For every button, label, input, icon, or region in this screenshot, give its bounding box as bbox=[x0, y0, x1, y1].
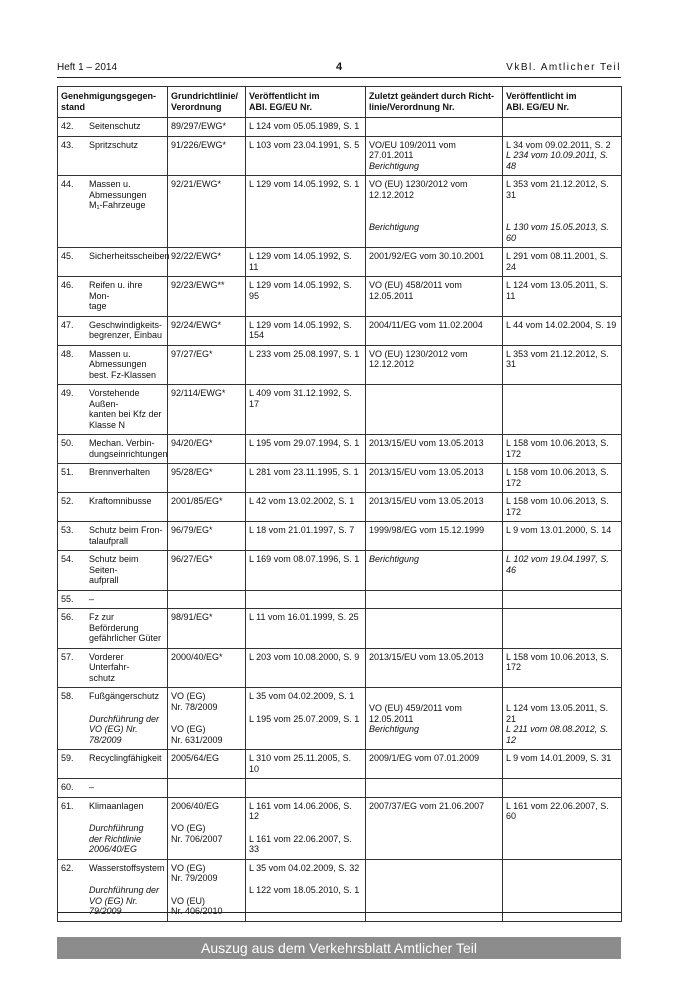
cell-directive bbox=[168, 176, 246, 248]
cell-directive bbox=[168, 648, 246, 688]
row-number: 44. bbox=[61, 179, 74, 189]
published-text: L 310 vom 25.11.2005, S. 10 bbox=[249, 753, 352, 774]
amended-note: Berichtigung bbox=[369, 554, 420, 564]
cell-amended-published bbox=[503, 648, 622, 688]
cell-amended-published bbox=[503, 248, 622, 277]
cell-amended bbox=[366, 522, 503, 551]
cell-gap bbox=[506, 691, 618, 703]
sub-subject-text: Durchführung der VO (EG) Nr. 78/2009 bbox=[89, 713, 160, 745]
subject-text: Reifen u. ihre Mon- tage bbox=[89, 280, 143, 311]
cell-directive bbox=[168, 136, 246, 176]
directive-text: 96/79/EG* bbox=[171, 525, 213, 535]
published-text: L 11 vom 16.01.1999, S. 25 bbox=[249, 612, 359, 622]
cell-directive bbox=[168, 316, 246, 345]
cell-directive bbox=[168, 797, 246, 859]
column-header-label: Veröffentlicht im ABl. EG/EU Nr. bbox=[249, 91, 320, 112]
amended-text: VO (EU) 1230/2012 vom 12.12.2012 bbox=[369, 348, 468, 369]
directive-text: 2000/40/EG* bbox=[171, 651, 223, 662]
cell-published bbox=[246, 435, 366, 464]
cell-amended bbox=[366, 277, 503, 317]
cell-amended bbox=[366, 648, 503, 688]
cell-subject bbox=[58, 118, 168, 137]
cell-published bbox=[246, 648, 366, 688]
directive-text: 92/23/EWG** bbox=[171, 280, 225, 290]
cell-directive bbox=[168, 345, 246, 385]
page-number: 4 bbox=[335, 61, 343, 73]
cell-directive bbox=[168, 522, 246, 551]
publication-title: VkBl. Amtlicher Teil bbox=[506, 62, 621, 73]
cell-published bbox=[246, 522, 366, 551]
directive-text: 2006/40/EG bbox=[171, 800, 220, 811]
subject-text: – bbox=[89, 593, 95, 604]
cell-subject bbox=[58, 176, 168, 248]
column-header-label: Zuletzt geändert durch Richt- linie/Verordnung Nr. bbox=[369, 91, 495, 112]
column-header bbox=[246, 87, 366, 118]
sub-amended-note: Berichtigung bbox=[369, 724, 420, 734]
amended-published-text: L 9 vom 14.01.2009, S. 31 bbox=[506, 753, 612, 763]
cell-amended-published bbox=[503, 385, 622, 435]
cell-directive bbox=[168, 609, 246, 649]
amended-text: VO (EU) 458/2011 vom 12.05.2011 bbox=[369, 280, 462, 301]
amended-published-note: L 234 vom 10.09.2011, S. 48 bbox=[506, 150, 609, 171]
cell-gap bbox=[171, 884, 242, 896]
row-number: 58. bbox=[61, 691, 74, 701]
amended-text: 2013/15/EU vom 13.05.2013 bbox=[369, 438, 484, 448]
cell-amended bbox=[366, 176, 503, 248]
bottom-rule bbox=[57, 912, 621, 913]
published-text: L 18 vom 21.01.1997, S. 7 bbox=[249, 525, 355, 535]
approval-table bbox=[57, 86, 622, 922]
amended-published-text: L 124 vom 13.05.2011, S. 11 bbox=[506, 280, 609, 301]
published-text: L 203 vom 10.08.2000, S. 9 bbox=[249, 651, 360, 662]
published-text: L 35 vom 04.02.2009, S. 1 bbox=[249, 691, 355, 701]
row-number: 59. bbox=[61, 753, 74, 763]
cell-published bbox=[246, 316, 366, 345]
cell-amended bbox=[366, 493, 503, 522]
cell-published bbox=[246, 464, 366, 493]
sub-published-text: L 122 vom 18.05.2010, S. 1 bbox=[249, 885, 360, 895]
cell-gap bbox=[369, 200, 499, 222]
cell-amended-published bbox=[503, 435, 622, 464]
cell-gap bbox=[249, 702, 362, 714]
cell-amended-published bbox=[503, 609, 622, 649]
published-text: L 42 vom 13.02.2002, S. 1 bbox=[249, 496, 355, 506]
amended-published-text: L 291 vom 08.11.2001, S. 24 bbox=[506, 251, 609, 272]
directive-text: 94/20/EG* bbox=[171, 438, 213, 448]
row-number: 47. bbox=[61, 319, 74, 330]
cell-subject bbox=[58, 609, 168, 649]
cell-amended bbox=[366, 551, 503, 591]
directive-text: 91/226/EWG* bbox=[171, 139, 227, 150]
cell-amended bbox=[366, 590, 503, 609]
published-text: L 169 vom 08.07.1996, S. 1 bbox=[249, 554, 360, 564]
amended-text: VO/EU 109/2011 vom 27.01.2011 bbox=[369, 139, 456, 160]
row-number: 56. bbox=[61, 612, 74, 622]
cell-subject bbox=[58, 551, 168, 591]
table-row bbox=[58, 176, 622, 248]
row-number: 62. bbox=[61, 862, 74, 873]
amended-published-text: L 34 vom 09.02.2011, S. 2 bbox=[506, 139, 611, 150]
subject-text: Massen u. Abmessungen best. Fz-Klassen bbox=[89, 348, 157, 380]
published-text: L 35 vom 04.02.2009, S. 32 bbox=[249, 862, 360, 873]
cell-directive bbox=[168, 435, 246, 464]
amended-published-text: L 158 vom 10.06.2013, S. 172 bbox=[506, 496, 609, 517]
directive-text: 98/91/EG* bbox=[171, 612, 213, 622]
table-row bbox=[58, 118, 622, 137]
table-row bbox=[58, 248, 622, 277]
cell-directive bbox=[168, 493, 246, 522]
sub-amended-text: VO (EU) 459/2011 vom 12.05.2011 bbox=[369, 703, 462, 724]
row-number: 57. bbox=[61, 651, 74, 662]
table-row bbox=[58, 277, 622, 317]
column-header bbox=[366, 87, 503, 118]
cell-gap bbox=[61, 873, 164, 885]
table-row bbox=[58, 385, 622, 435]
amended-text: 2013/15/EU vom 13.05.2013 bbox=[369, 496, 484, 506]
cell-amended bbox=[366, 118, 503, 137]
directive-text: 2005/64/EG bbox=[171, 753, 220, 763]
header-rule bbox=[57, 77, 621, 78]
cell-amended-published bbox=[503, 493, 622, 522]
subject-text: Vorstehende Außen- kanten bei Kfz der Klasse N bbox=[89, 388, 162, 430]
table-body bbox=[58, 118, 622, 922]
column-header-label: Veröffentlicht im ABl. EG/EU Nr. bbox=[506, 91, 577, 112]
cell-subject bbox=[58, 590, 168, 609]
cell-gap bbox=[171, 811, 242, 823]
published-text: L 409 vom 31.12.1992, S. 17 bbox=[249, 388, 352, 409]
amended-note: Berichtigung bbox=[369, 160, 420, 171]
cell-directive bbox=[168, 750, 246, 779]
table-row bbox=[58, 688, 622, 750]
directive-text: 95/28/EG* bbox=[171, 467, 213, 477]
cell-amended-published bbox=[503, 464, 622, 493]
cell-amended-published bbox=[503, 522, 622, 551]
cell-subject bbox=[58, 797, 168, 859]
sub-amended-published-text: L 124 vom 13.05.2011, S. 21 bbox=[506, 703, 609, 724]
directive-text: 89/297/EWG* bbox=[171, 121, 227, 131]
row-number: 49. bbox=[61, 388, 74, 398]
cell-published bbox=[246, 750, 366, 779]
amended-published-note: L 130 vom 15.05.2013, S. 60 bbox=[506, 222, 609, 243]
amended-published-text: L 9 vom 13.01.2000, S. 14 bbox=[506, 525, 612, 535]
table-row bbox=[58, 345, 622, 385]
directive-text: VO (EG) Nr. 79/2009 bbox=[171, 862, 218, 883]
cell-amended bbox=[366, 435, 503, 464]
row-number: 50. bbox=[61, 438, 74, 448]
directive-text: 92/21/EWG* bbox=[171, 179, 222, 189]
cell-subject bbox=[58, 522, 168, 551]
subject-text: Fußgängerschutz bbox=[89, 691, 160, 701]
published-text: L 129 vom 14.05.1992, S. 1 bbox=[249, 179, 360, 189]
row-number: 55. bbox=[61, 593, 74, 604]
table-row bbox=[58, 648, 622, 688]
cell-amended-published bbox=[503, 136, 622, 176]
subject-text: Geschwindigkeits- begrenzer, Einbau bbox=[89, 319, 163, 340]
published-text: L 161 vom 14.06.2006, S. 12 bbox=[249, 800, 352, 821]
sub-subject-text: Durchführung der VO (EG) Nr. 79/2009 bbox=[89, 885, 160, 916]
cell-amended bbox=[366, 345, 503, 385]
table-row bbox=[58, 464, 622, 493]
cell-subject bbox=[58, 435, 168, 464]
cell-published bbox=[246, 551, 366, 591]
cell-amended bbox=[366, 779, 503, 798]
issue-label: Heft 1 – 2014 bbox=[57, 62, 118, 73]
subject-text: Vorderer Unterfahr- schutz bbox=[89, 651, 130, 683]
subject-text: Klimaanlagen bbox=[89, 800, 144, 811]
cell-amended bbox=[366, 750, 503, 779]
cell-gap bbox=[61, 811, 164, 823]
cell-published bbox=[246, 609, 366, 649]
subject-text: Kraftomnibusse bbox=[89, 496, 152, 506]
cell-published bbox=[246, 345, 366, 385]
column-header bbox=[503, 87, 622, 118]
directive-text: 96/27/EG* bbox=[171, 554, 213, 564]
cell-directive bbox=[168, 464, 246, 493]
amended-published-text: L 44 vom 14.02.2004, S. 19 bbox=[506, 319, 617, 330]
row-number: 46. bbox=[61, 280, 74, 290]
cell-subject bbox=[58, 688, 168, 750]
row-number: 42. bbox=[61, 121, 74, 131]
subject-text: Schutz beim Fron- talaufprall bbox=[89, 525, 163, 546]
table-row bbox=[58, 551, 622, 591]
subject-text: Wasserstoffsystem bbox=[89, 862, 165, 873]
table-row bbox=[58, 779, 622, 798]
amended-published-text: L 158 vom 10.06.2013, S. 172 bbox=[506, 467, 609, 488]
cell-amended bbox=[366, 136, 503, 176]
row-number: 48. bbox=[61, 348, 74, 359]
column-header bbox=[58, 87, 168, 118]
subject-text: – bbox=[89, 782, 95, 792]
column-header-label: Grundrichtlinie/ Verordnung bbox=[171, 91, 239, 112]
published-text: L 124 vom 05.05.1989, S. 1 bbox=[249, 121, 360, 131]
row-number: 43. bbox=[61, 139, 74, 150]
sub-subject-text: Durchführung der Richtlinie 2006/40/EG bbox=[89, 823, 144, 854]
cell-subject bbox=[58, 648, 168, 688]
directive-text: 92/24/EWG* bbox=[171, 319, 222, 330]
cell-amended-published bbox=[503, 551, 622, 591]
subject-text: Massen u. Abmessungen M₁-Fahrzeuge bbox=[89, 179, 147, 210]
cell-directive bbox=[168, 277, 246, 317]
cell-amended-published bbox=[503, 316, 622, 345]
cell-amended-published bbox=[503, 590, 622, 609]
directive-text: 2001/85/EG* bbox=[171, 496, 223, 506]
amended-text: 2009/1/EG vom 07.01.2009 bbox=[369, 753, 480, 763]
cell-published bbox=[246, 176, 366, 248]
cell-subject bbox=[58, 248, 168, 277]
subject-text: Fz zur Beförderung gefährlicher Güter bbox=[89, 612, 162, 643]
cell-published bbox=[246, 779, 366, 798]
sub-directive-text: VO (EG) Nr. 706/2007 bbox=[171, 823, 223, 844]
cell-gap bbox=[171, 712, 242, 724]
table-row bbox=[58, 609, 622, 649]
cell-directive bbox=[168, 590, 246, 609]
amended-text: 2013/15/EU vom 13.05.2013 bbox=[369, 651, 484, 662]
amended-text: 2001/92/EG vom 30.10.2001 bbox=[369, 251, 485, 261]
row-number: 52. bbox=[61, 496, 74, 506]
cell-subject bbox=[58, 464, 168, 493]
cell-amended bbox=[366, 248, 503, 277]
cell-amended-published bbox=[503, 750, 622, 779]
table-row bbox=[58, 590, 622, 609]
subject-text: Seitenschutz bbox=[89, 121, 141, 131]
subject-text: Schutz beim Seiten- aufprall bbox=[89, 554, 139, 585]
footer-banner: Auszug aus dem Verkehrsblatt Amtlicher Teil bbox=[57, 937, 621, 959]
table-row bbox=[58, 750, 622, 779]
cell-subject bbox=[58, 345, 168, 385]
cell-amended-published bbox=[503, 345, 622, 385]
table-header-row bbox=[58, 87, 622, 118]
subject-text: Sicherheitsscheiben bbox=[89, 251, 170, 261]
cell-subject bbox=[58, 277, 168, 317]
cell-amended bbox=[366, 316, 503, 345]
directive-text: 92/114/EWG* bbox=[171, 388, 226, 398]
directive-text: VO (EG) Nr. 78/2009 bbox=[171, 691, 218, 712]
cell-directive bbox=[168, 688, 246, 750]
amended-text: 2004/11/EG vom 11.02.2004 bbox=[369, 319, 483, 330]
cell-amended bbox=[366, 464, 503, 493]
row-number: 45. bbox=[61, 251, 74, 261]
cell-subject bbox=[58, 779, 168, 798]
cell-published bbox=[246, 277, 366, 317]
cell-gap bbox=[249, 873, 362, 885]
table-row bbox=[58, 316, 622, 345]
column-header-label: Genehmigungsgegen- stand bbox=[61, 91, 157, 112]
sub-directive-text: VO (EU) Nr. 406/2010 bbox=[171, 895, 223, 916]
row-number: 51. bbox=[61, 467, 74, 477]
amended-published-text: L 158 vom 10.06.2013, S. 172 bbox=[506, 651, 609, 672]
cell-amended-published bbox=[503, 176, 622, 248]
sub-published-text: L 161 vom 22.06.2007, S. 33 bbox=[249, 833, 352, 854]
cell-directive bbox=[168, 385, 246, 435]
cell-amended-published bbox=[503, 779, 622, 798]
cell-amended-published bbox=[503, 277, 622, 317]
amended-published-text: L 353 vom 21.12.2012, S. 31 bbox=[506, 348, 609, 369]
amended-published-text: L 158 vom 10.06.2013, S. 172 bbox=[506, 438, 609, 459]
row-number: 53. bbox=[61, 525, 74, 535]
sub-published-text: L 195 vom 25.07.2009, S. 1 bbox=[249, 713, 360, 724]
cell-published bbox=[246, 136, 366, 176]
table-row bbox=[58, 797, 622, 859]
cell-directive bbox=[168, 118, 246, 137]
amended-text: 1999/98/EG vom 15.12.1999 bbox=[369, 525, 485, 535]
table-row bbox=[58, 522, 622, 551]
amended-published-text: L 161 vom 22.06.2007, S. 60 bbox=[506, 800, 609, 821]
row-number: 54. bbox=[61, 554, 74, 564]
subject-text: Mechan. Verbin- dungseinrichtungen bbox=[89, 438, 168, 459]
cell-directive bbox=[168, 551, 246, 591]
cell-published bbox=[246, 493, 366, 522]
cell-published bbox=[246, 590, 366, 609]
cell-gap bbox=[249, 822, 362, 834]
published-text: L 281 vom 23.11.1995, S. 1 bbox=[249, 467, 359, 477]
directive-text: 92/22/EWG* bbox=[171, 251, 222, 261]
amended-note: Berichtigung bbox=[369, 222, 420, 232]
published-text: L 129 vom 14.05.1992, S. 154 bbox=[249, 319, 352, 340]
cell-gap bbox=[61, 702, 164, 714]
amended-text: VO (EU) 1230/2012 vom 12.12.2012 bbox=[369, 179, 468, 200]
published-text: L 233 vom 25.08.1997, S. 1 bbox=[249, 348, 360, 359]
sub-amended-published-note: L 211 vom 08.08.2012, S. 12 bbox=[506, 724, 609, 745]
cell-subject bbox=[58, 750, 168, 779]
cell-directive bbox=[168, 248, 246, 277]
cell-amended bbox=[366, 797, 503, 859]
cell-subject bbox=[58, 136, 168, 176]
row-number: 60. bbox=[61, 782, 74, 792]
row-number: 61. bbox=[61, 800, 74, 811]
table-row bbox=[58, 136, 622, 176]
cell-subject bbox=[58, 385, 168, 435]
amended-published-text: L 353 vom 21.12.2012, S. 31 bbox=[506, 179, 609, 200]
amended-published-note: L 102 vom 19.04.1997, S. 46 bbox=[506, 554, 609, 575]
cell-directive bbox=[168, 779, 246, 798]
published-text: L 195 vom 29.07.1994, S. 1 bbox=[249, 438, 360, 448]
cell-gap bbox=[506, 200, 618, 222]
column-header bbox=[168, 87, 246, 118]
amended-text: 2013/15/EU vom 13.05.2013 bbox=[369, 467, 484, 477]
cell-published bbox=[246, 385, 366, 435]
cell-amended bbox=[366, 688, 503, 750]
cell-subject bbox=[58, 493, 168, 522]
published-text: L 129 vom 14.05.1992, S. 95 bbox=[249, 280, 352, 301]
table-row bbox=[58, 493, 622, 522]
page-header bbox=[57, 62, 621, 76]
cell-amended bbox=[366, 609, 503, 649]
cell-gap bbox=[369, 691, 499, 703]
cell-amended bbox=[366, 385, 503, 435]
cell-amended-published bbox=[503, 797, 622, 859]
cell-amended-published bbox=[503, 688, 622, 750]
cell-amended-published bbox=[503, 118, 622, 137]
directive-text: 97/27/EG* bbox=[171, 348, 213, 359]
cell-subject bbox=[58, 316, 168, 345]
table-row bbox=[58, 435, 622, 464]
cell-published bbox=[246, 688, 366, 750]
cell-published bbox=[246, 797, 366, 859]
subject-text: Brennverhalten bbox=[89, 467, 151, 477]
cell-published bbox=[246, 118, 366, 137]
cell-published bbox=[246, 248, 366, 277]
amended-text: 2007/37/EG vom 21.06.2007 bbox=[369, 800, 485, 811]
sub-directive-text: VO (EG) Nr. 631/2009 bbox=[171, 724, 223, 745]
subject-text: Spritzschutz bbox=[89, 139, 139, 150]
published-text: L 129 vom 14.05.1992, S. 11 bbox=[249, 251, 352, 272]
published-text: L 103 vom 23.04.1991, S. 5 bbox=[249, 139, 360, 150]
subject-text: Recyclingfähigkeit bbox=[89, 753, 162, 763]
